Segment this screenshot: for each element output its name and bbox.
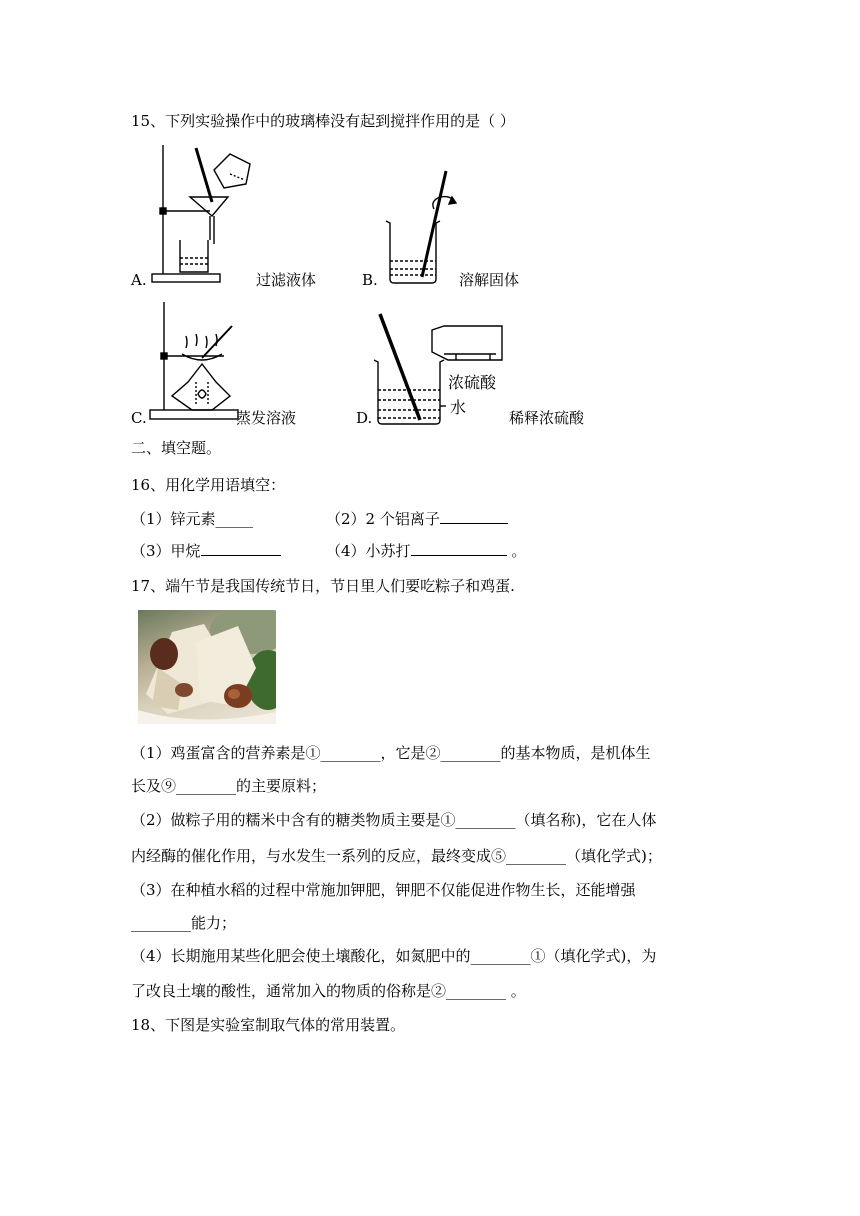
q15-stem: 15、下列实验操作中的玻璃棒没有起到搅拌作用的是（ ） [131,112,515,130]
q16-item-3: （3）甲烷 [131,541,281,561]
q17-line-6: ________能力； [131,914,237,932]
dissolving-beaker-figure [380,165,475,287]
q17-line-7: （4）长期施用某些化肥会使土壤酸化，如氮肥中的________①（填化学式)，为 [131,947,657,965]
option-b-caption: 溶解固体 [459,271,520,289]
q16-item-2: （2）2 个铝离子 [326,509,508,529]
q16-stem: 16、用化学用语填空： [131,476,286,494]
q16-item-4: （4）小苏打 。 [326,542,527,560]
q18-stem: 18、下图是实验室制取气体的常用装置。 [131,1016,406,1034]
acid-label: 浓硫酸 [448,373,497,392]
section-heading: 二、填空题。 [131,439,222,457]
option-b-letter: B. [362,271,378,289]
option-a-letter: A. [131,271,147,289]
q17-line-3: （2）做粽子用的糯米中含有的糖类物质主要是①________（填名称)，它在人体 [131,811,657,829]
q17-line-5: （3）在种植水稻的过程中常施加钾肥，钾肥不仅能促进作物生长，还能增强 [131,881,636,899]
option-d-letter: D. [356,409,373,427]
q17-line-2: 长及⑨________的主要原料； [131,777,327,795]
option-d-caption: 稀释浓硫酸 [509,409,585,427]
option-a-caption: 过滤液体 [256,271,317,289]
option-c-letter: C. [131,409,147,427]
water-label: 水 [450,398,467,417]
evaporation-apparatus-figure [146,298,241,424]
dilution-apparatus-figure [370,308,510,428]
filtration-apparatus-figure [150,140,260,288]
q17-line-4: 内经酶的催化作用，与水发生一系列的反应，最终变成⑤________（填化学式)； [131,847,662,865]
option-c-caption: 蒸发溶液 [236,409,297,427]
q16-item-1: （1）锌元素_____ [131,510,254,528]
q17-line-1: （1）鸡蛋富含的营养素是①________，它是②________的基本物质，是机体生 [131,744,651,762]
q17-stem: 17、端午节是我国传统节日，节日里人们要吃粽子和鸡蛋. [131,577,515,595]
zongzi-photo [138,610,276,724]
q17-line-8: 了改良土壤的酸性，通常加入的物质的俗称是②________ 。 [131,982,526,1000]
